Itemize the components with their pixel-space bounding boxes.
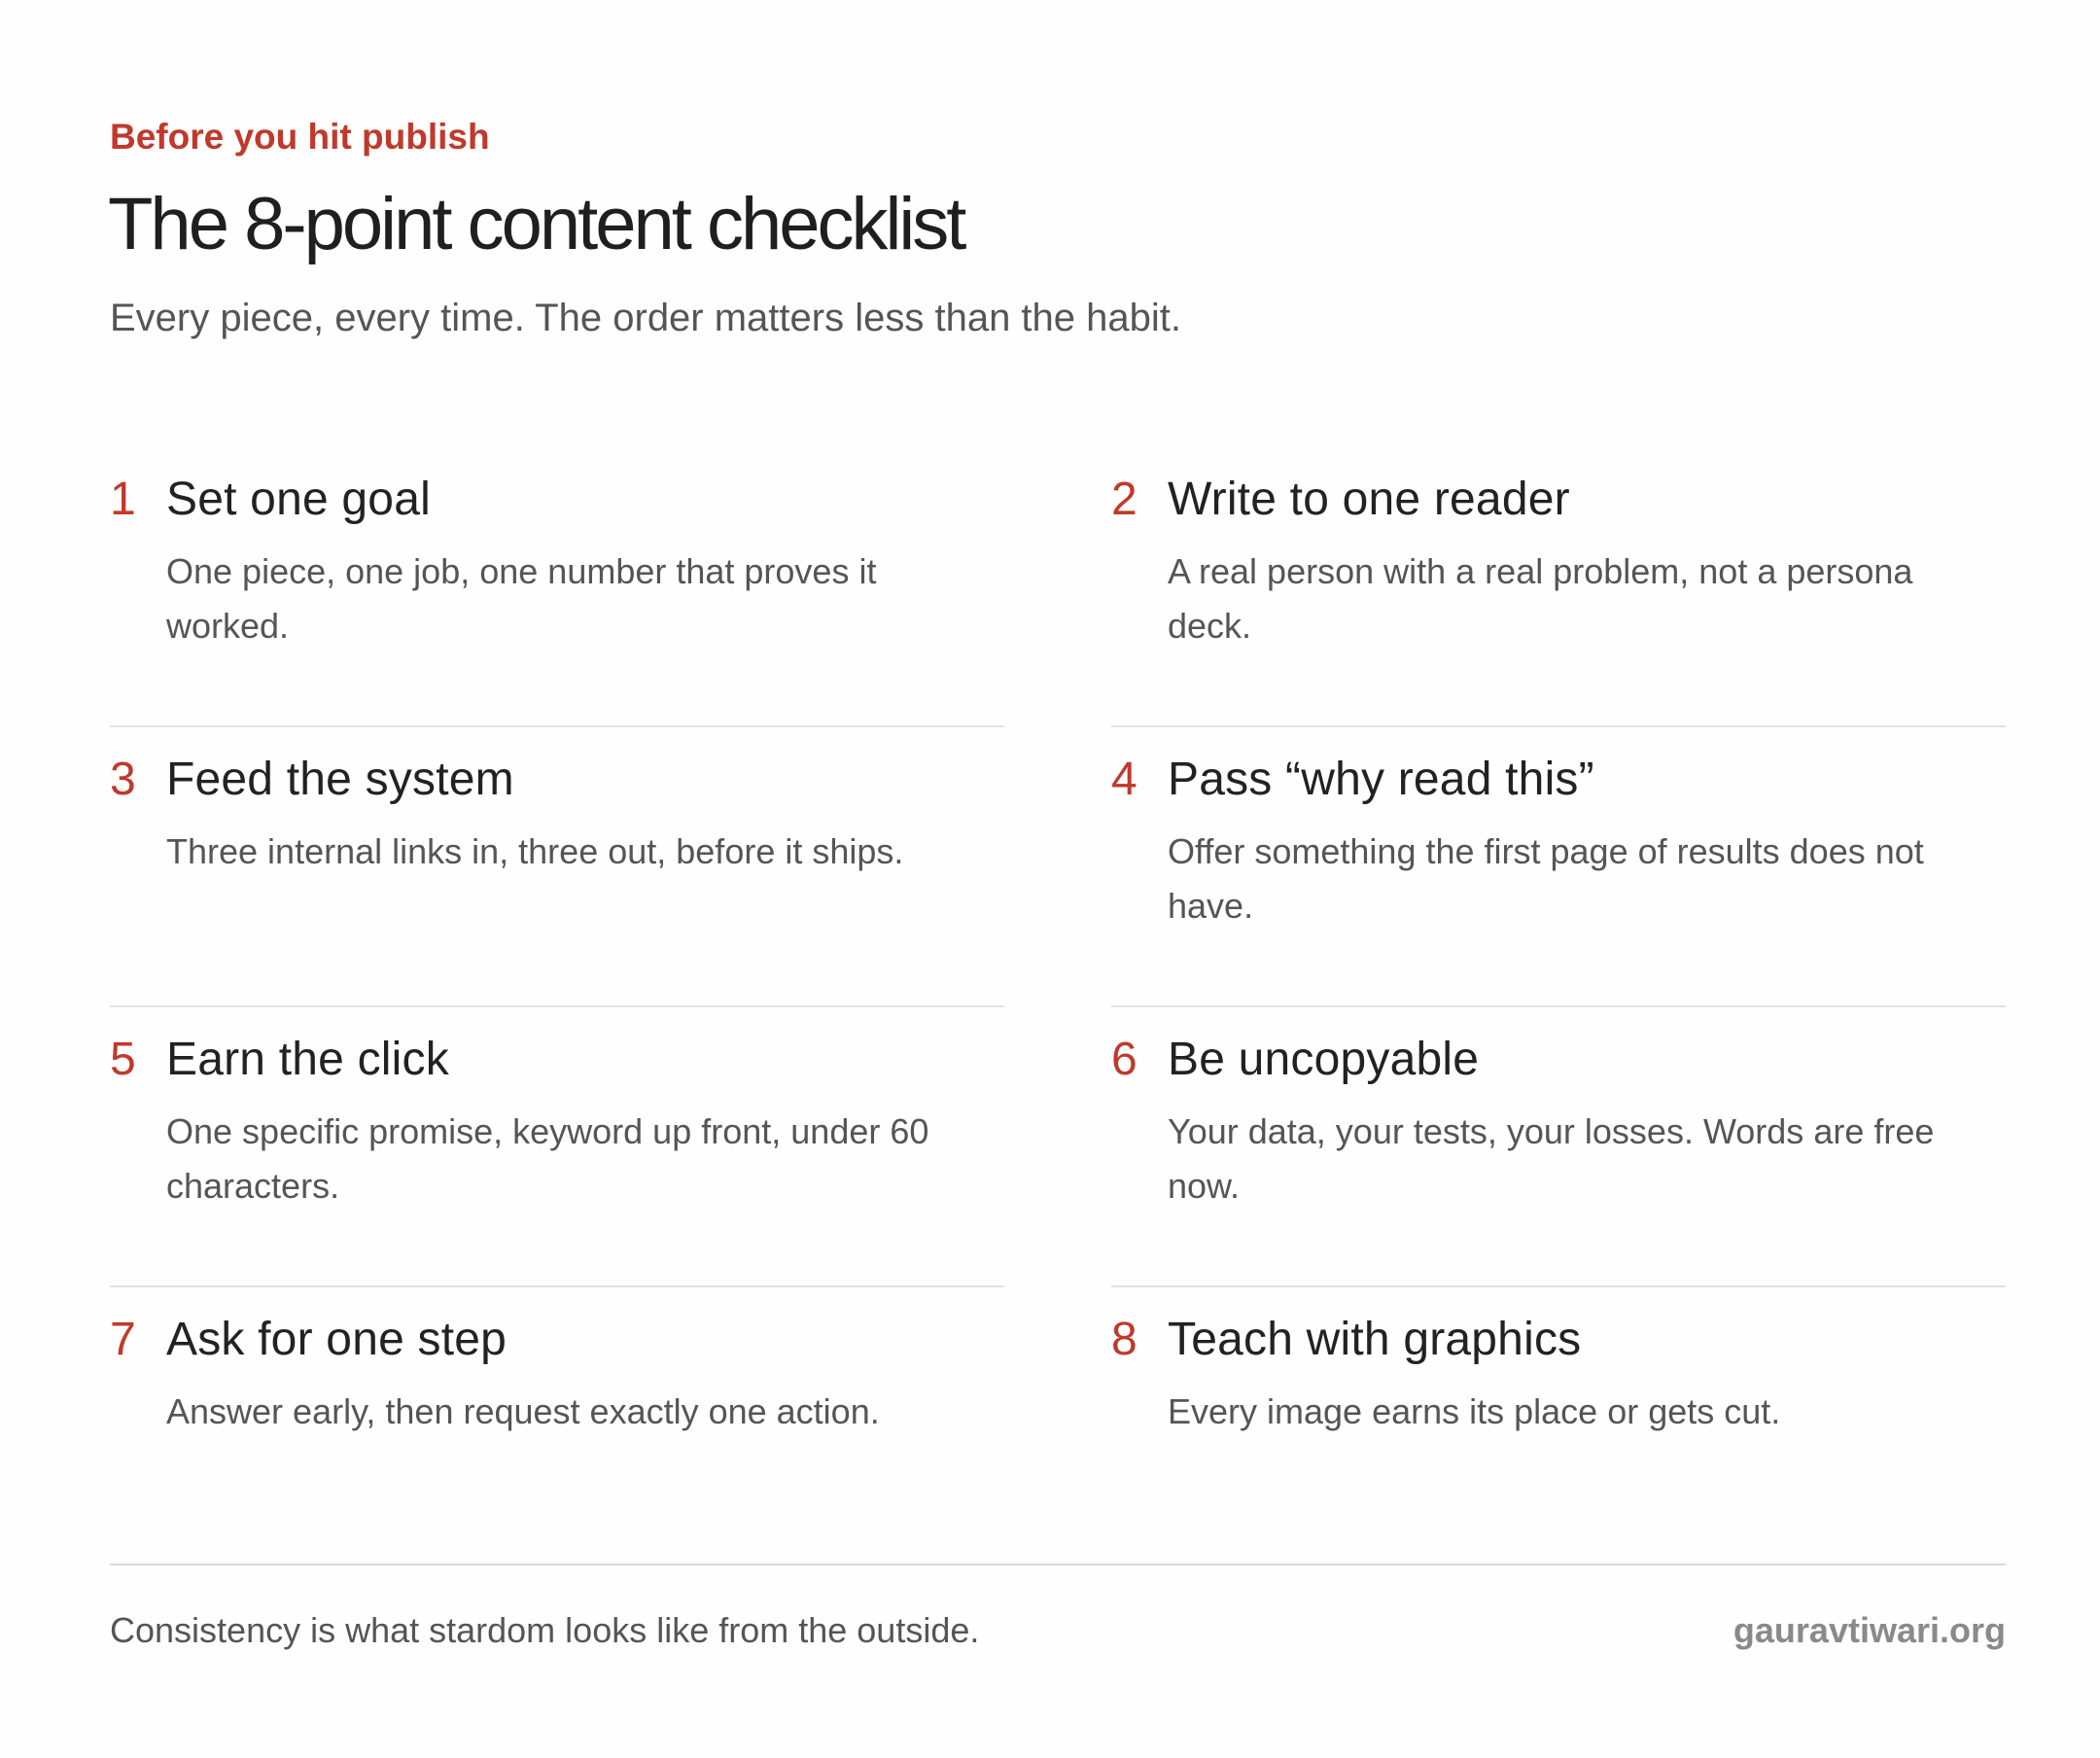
checklist-item xyxy=(110,1287,1004,1567)
checklist-item xyxy=(110,727,1004,1007)
eyebrow-label: Before you hit publish xyxy=(110,117,490,157)
footer-quote: Consistency is what stardom looks like from the outside. xyxy=(110,1610,980,1650)
checklist-item xyxy=(1111,447,2006,727)
item-description: Every image earns its place or gets cut. xyxy=(1168,1391,1781,1431)
checklist-item xyxy=(110,447,1004,727)
item-title: Earn the click xyxy=(166,1034,449,1085)
item-description: One specific promise, keyword up front, under 60 characters. xyxy=(166,1111,929,1206)
item-description: Answer early, then request exactly one action. xyxy=(166,1391,880,1431)
item-title: Feed the system xyxy=(166,754,514,805)
item-description: Three internal links in, three out, before it ships. xyxy=(166,831,904,871)
checklist-item xyxy=(110,1007,1004,1287)
item-title: Write to one reader xyxy=(1168,474,1570,525)
item-number: 2 xyxy=(1111,474,1138,525)
item-description: One piece, one job, one number that proves it worked. xyxy=(166,551,877,646)
item-number: 8 xyxy=(1111,1314,1138,1365)
footer-site-name: gauravtiwari.org xyxy=(1732,1610,2006,1650)
checklist-item xyxy=(1111,727,2006,1007)
item-title: Set one goal xyxy=(166,474,431,525)
item-title: Teach with graphics xyxy=(1168,1314,1582,1365)
item-title: Be uncopyable xyxy=(1168,1034,1480,1085)
footer-divider xyxy=(110,1564,2006,1565)
item-title: Ask for one step xyxy=(166,1314,508,1365)
page-title: The 8-point content checklist xyxy=(108,183,964,265)
item-number: 7 xyxy=(110,1314,136,1365)
item-description: Your data, your tests, your losses. Words are free now. xyxy=(1168,1111,1935,1206)
item-description: A real person with a real problem, not a persona deck. xyxy=(1168,551,1913,646)
item-title: Pass “why read this” xyxy=(1168,754,1594,805)
checklist-item xyxy=(1111,1287,2006,1567)
item-number: 5 xyxy=(110,1034,136,1085)
item-number: 3 xyxy=(110,754,136,805)
checklist-item xyxy=(1111,1007,2006,1287)
item-number: 4 xyxy=(1111,754,1138,805)
item-description: Offer something the first page of results does not have. xyxy=(1168,831,1924,926)
item-number: 6 xyxy=(1111,1034,1138,1085)
checklist-card xyxy=(110,0,2006,1758)
page-subtitle: Every piece, every time. The order matters less than the habit. xyxy=(110,297,1181,339)
item-number: 1 xyxy=(110,474,136,525)
